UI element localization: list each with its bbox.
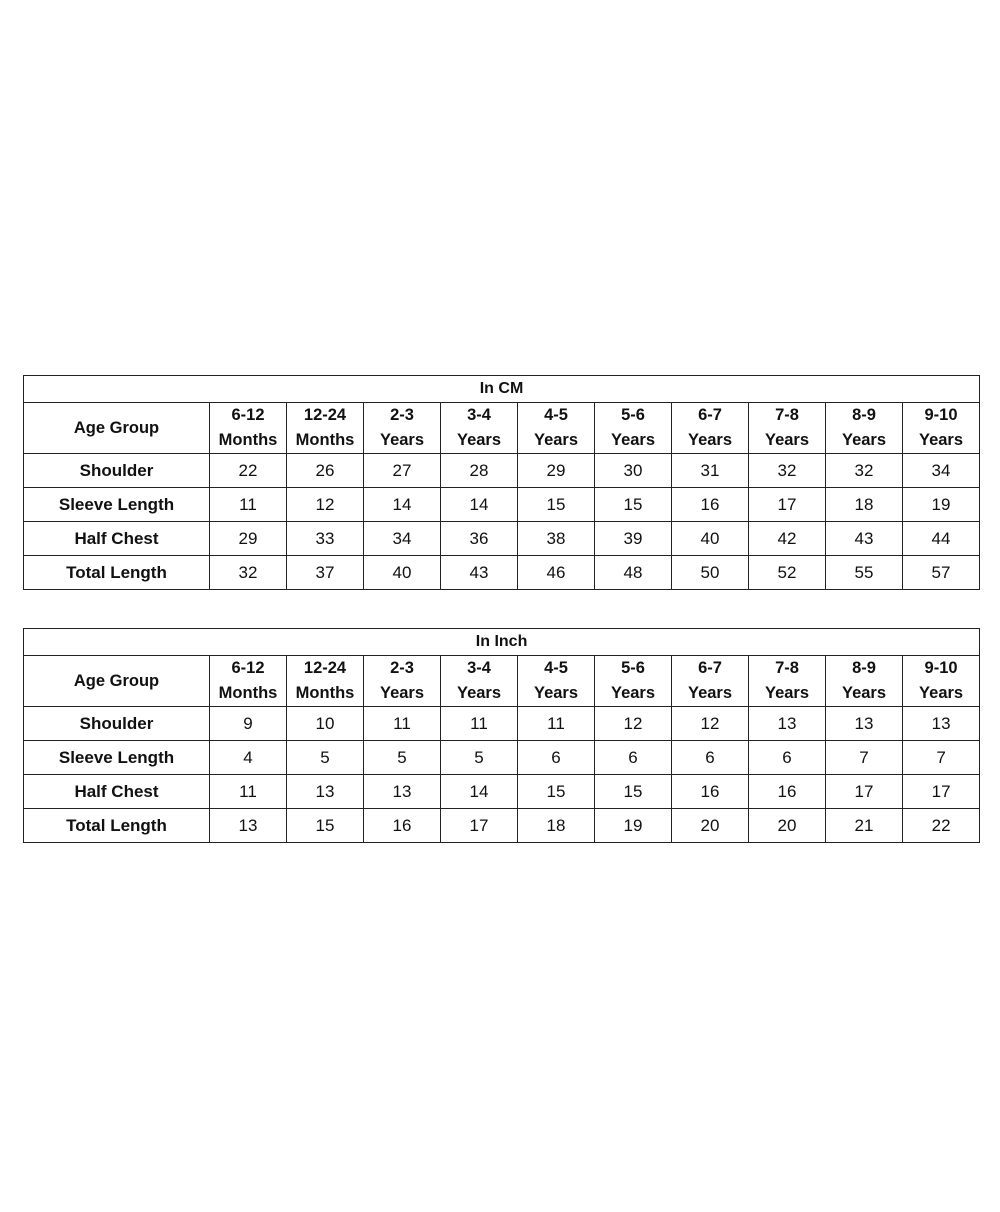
column-header-unit: Years [533,684,579,702]
table-cell: 38 [518,522,595,556]
column-header [903,403,980,454]
column-header [749,403,826,454]
table-cell: 17 [826,775,903,809]
table-cell: 46 [518,556,595,590]
column-header-range: 9-10 [924,659,958,677]
table-cell: 16 [672,775,749,809]
table-cell: 40 [364,556,441,590]
table-cell: 14 [364,488,441,522]
table-cell: 17 [903,775,980,809]
table-cell: 55 [826,556,903,590]
table-cell: 17 [749,488,826,522]
column-header [210,403,287,454]
table-cell: 20 [749,809,826,843]
table-header-row [24,656,980,707]
column-header-unit: Years [764,684,810,702]
table-cell: 52 [749,556,826,590]
table-row [24,741,980,775]
column-header-range: 6-12 [231,406,265,424]
table-cell: 33 [287,522,364,556]
table-cell: 7 [903,741,980,775]
table-cell: 15 [518,488,595,522]
column-header-unit: Years [764,431,810,449]
table-title: In CM [24,376,980,403]
column-header [364,403,441,454]
table-cell: 13 [826,707,903,741]
column-header [518,656,595,707]
column-header-range: 4-5 [544,406,568,424]
column-header-unit: Years [379,684,425,702]
table-cell: 11 [518,707,595,741]
row-label: Sleeve Length [24,741,210,775]
table-cell: 11 [210,775,287,809]
column-header-range: 5-6 [621,406,645,424]
table-cell: 6 [749,741,826,775]
table-cell: 9 [210,707,287,741]
table-cell: 16 [672,488,749,522]
table-cell: 11 [441,707,518,741]
column-header [518,403,595,454]
row-label: Shoulder [24,454,210,488]
column-header [826,656,903,707]
row-label: Half Chest [24,522,210,556]
table-cell: 5 [441,741,518,775]
table-cell: 18 [826,488,903,522]
column-header [903,656,980,707]
column-header-unit: Years [456,684,502,702]
table-cell: 14 [441,775,518,809]
column-header-range: 2-3 [390,659,414,677]
column-header-unit: Years [610,684,656,702]
column-header [749,656,826,707]
table-cell: 39 [595,522,672,556]
table-cell: 31 [672,454,749,488]
table-cell: 17 [441,809,518,843]
table-cell: 15 [595,775,672,809]
table-cell: 27 [364,454,441,488]
column-header-unit: Years [841,431,887,449]
table-cell: 14 [441,488,518,522]
column-header-range: 8-9 [852,659,876,677]
column-header [595,403,672,454]
column-header-unit: Years [919,684,964,702]
table-body [24,629,980,843]
table-cell: 19 [903,488,980,522]
column-header-range: 3-4 [467,659,491,677]
table-cell: 36 [441,522,518,556]
row-label: Total Length [24,809,210,843]
column-header [364,656,441,707]
column-header-unit: Years [456,431,502,449]
column-header-unit: Years [379,431,425,449]
table-cell: 4 [210,741,287,775]
column-header-range: 7-8 [775,659,799,677]
column-header-range: 9-10 [924,406,958,424]
row-label: Total Length [24,556,210,590]
column-header-range: 6-7 [698,659,722,677]
age-group-header: Age Group [24,656,210,707]
table-cell: 12 [287,488,364,522]
column-header-unit: Years [687,684,733,702]
column-header-unit: Months [295,684,355,702]
size-chart-cm-table [23,375,980,590]
column-header [826,403,903,454]
table-cell: 6 [518,741,595,775]
table-cell: 7 [826,741,903,775]
size-chart-inch-table [23,628,980,843]
column-header-unit: Years [610,431,656,449]
table-cell: 22 [210,454,287,488]
table-row [24,775,980,809]
column-header-range: 4-5 [544,659,568,677]
table-cell: 48 [595,556,672,590]
table-cell: 16 [749,775,826,809]
table-row [24,556,980,590]
table-cell: 5 [364,741,441,775]
table-cell: 19 [595,809,672,843]
table-title: In Inch [24,629,980,656]
table-cell: 15 [287,809,364,843]
table-cell: 20 [672,809,749,843]
table-cell: 13 [364,775,441,809]
column-header [287,403,364,454]
table-cell: 22 [903,809,980,843]
table-header-row [24,403,980,454]
table-cell: 26 [287,454,364,488]
table-cell: 12 [595,707,672,741]
column-header-range: 3-4 [467,406,491,424]
table-cell: 13 [903,707,980,741]
table-cell: 50 [672,556,749,590]
column-header-unit: Months [218,431,278,449]
table-cell: 15 [595,488,672,522]
table-cell: 6 [595,741,672,775]
table-cell: 43 [441,556,518,590]
table-title-row [24,376,980,403]
column-header [441,403,518,454]
column-header-range: 6-12 [231,659,265,677]
table-row [24,454,980,488]
table-cell: 13 [287,775,364,809]
table-cell: 43 [826,522,903,556]
column-header-range: 12-24 [303,406,347,424]
table-cell: 11 [210,488,287,522]
table-row [24,522,980,556]
table-cell: 13 [210,809,287,843]
table-row [24,809,980,843]
column-header-range: 7-8 [775,406,799,424]
column-header-unit: Years [533,431,579,449]
table-cell: 32 [826,454,903,488]
row-label: Half Chest [24,775,210,809]
column-header-unit: Months [295,431,355,449]
table-cell: 57 [903,556,980,590]
column-header-unit: Years [687,431,733,449]
table-cell: 42 [749,522,826,556]
table-body [24,376,980,590]
column-header [441,656,518,707]
table-cell: 21 [826,809,903,843]
table-cell: 13 [749,707,826,741]
column-header-range: 12-24 [303,659,347,677]
table-cell: 29 [210,522,287,556]
table-cell: 29 [518,454,595,488]
table-cell: 37 [287,556,364,590]
table-cell: 5 [287,741,364,775]
row-label: Sleeve Length [24,488,210,522]
age-group-header: Age Group [24,403,210,454]
column-header [210,656,287,707]
table-cell: 30 [595,454,672,488]
table-cell: 10 [287,707,364,741]
table-cell: 16 [364,809,441,843]
column-header-unit: Months [218,684,278,702]
column-header [672,403,749,454]
row-label: Shoulder [24,707,210,741]
column-header-range: 5-6 [621,659,645,677]
table-cell: 11 [364,707,441,741]
column-header [287,656,364,707]
column-header-range: 8-9 [852,406,876,424]
column-header-unit: Years [918,431,964,449]
table-cell: 6 [672,741,749,775]
table-title-row [24,629,980,656]
table-row [24,707,980,741]
column-header [595,656,672,707]
table-cell: 44 [903,522,980,556]
table-cell: 28 [441,454,518,488]
table-cell: 18 [518,809,595,843]
table-cell: 12 [672,707,749,741]
column-header-range: 2-3 [390,406,414,424]
table-cell: 40 [672,522,749,556]
column-header-unit: Years [841,684,887,702]
column-header-range: 6-7 [698,406,722,424]
table-row [24,488,980,522]
table-cell: 32 [749,454,826,488]
table-cell: 32 [210,556,287,590]
table-cell: 34 [364,522,441,556]
table-cell: 15 [518,775,595,809]
table-cell: 34 [903,454,980,488]
column-header [672,656,749,707]
